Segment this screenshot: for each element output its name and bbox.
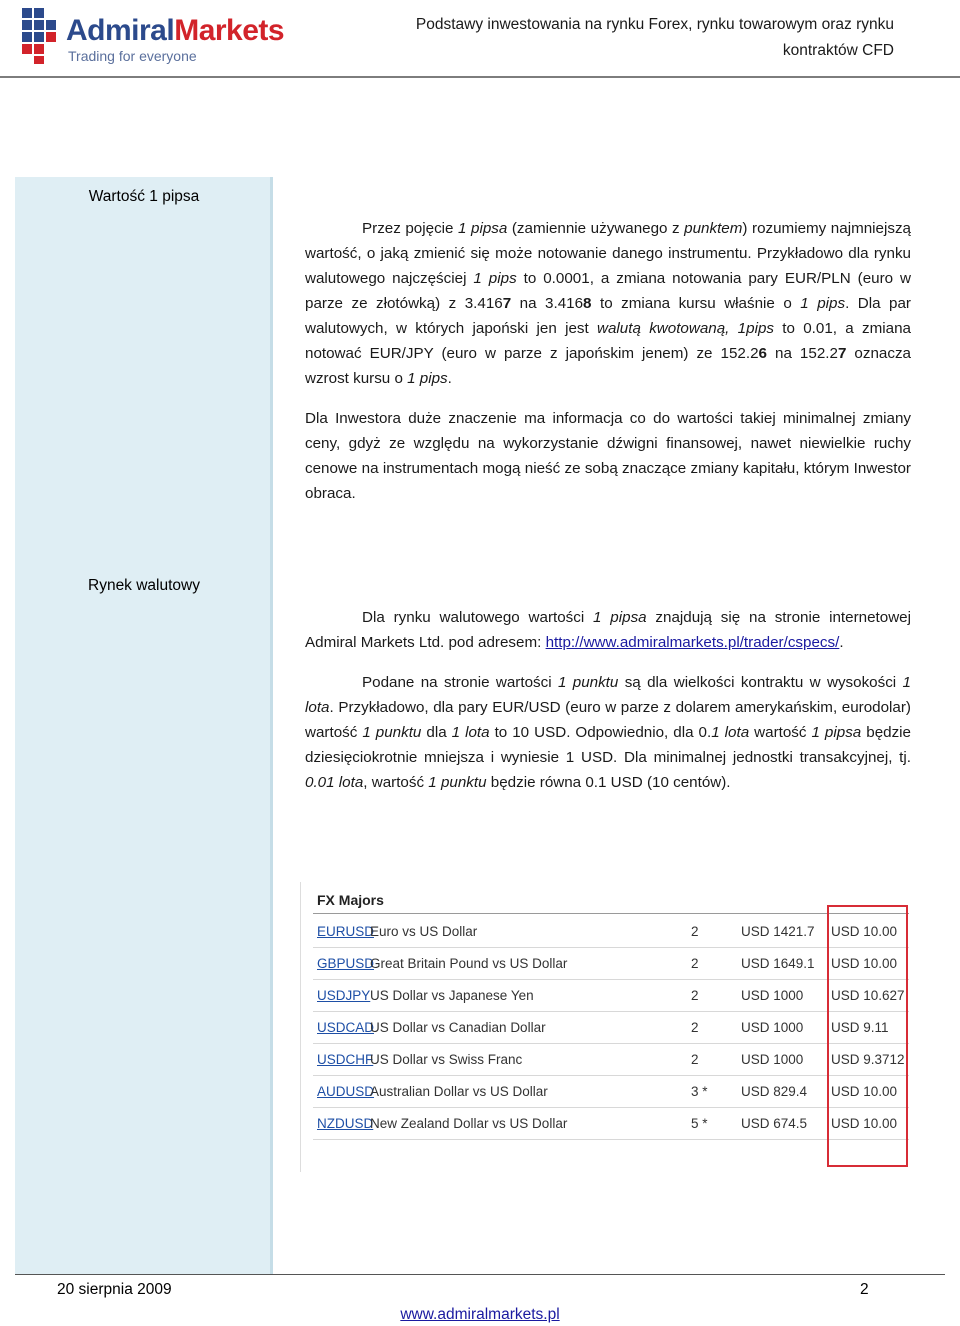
lot-value: USD 1000: [741, 1052, 804, 1067]
pip-value: USD 10.00: [831, 924, 898, 939]
lot-value: USD 1000: [741, 1020, 804, 1035]
symbol-link[interactable]: AUDUSD: [317, 1084, 375, 1099]
company-logo: [18, 6, 285, 72]
footer-date: 20 sierpnia 2009: [57, 1281, 172, 1298]
spread-pips: 3 *: [691, 1084, 708, 1099]
lot-value: USD 1421.7: [741, 924, 815, 939]
header-divider: [0, 76, 960, 78]
symbol-link[interactable]: GBPUSD: [317, 956, 375, 971]
pip-value: USD 10.00: [831, 1084, 898, 1099]
section-label-pip-value: Wartość 1 pipsa: [88, 188, 200, 205]
pip-value-highlight-box: [827, 905, 908, 1167]
instrument-description: Great Britain Pound vs US Dollar: [370, 956, 568, 971]
pip-value: USD 10.627: [831, 988, 905, 1003]
table-row: [313, 916, 909, 948]
table-row: [313, 1044, 909, 1076]
document-header-title: Podstawy inwestowania na rynku Forex, rynku towarowym oraz rynku kontraktów CFD: [415, 16, 894, 59]
symbol-link[interactable]: USDJPY: [317, 988, 371, 1003]
pip-value: USD 10.00: [831, 1116, 898, 1131]
lot-value: USD 1000: [741, 988, 804, 1003]
instrument-description: US Dollar vs Swiss Franc: [370, 1052, 523, 1067]
instrument-description: Australian Dollar vs US Dollar: [370, 1084, 548, 1099]
table-row: [313, 1012, 909, 1044]
paragraph-pip-definition: Przez pojęcie 1 pipsa (zamiennie używanego z punktem) rozumiemy najmniejszą wartość, o jaką zmienić się może notowanie danego instrumentu. Przykładowo dla rynku walutowego najczęściej 1 pips to 0.0001, a zmiana notowania pary EUR/PLN (euro w parze ze złotówką) z 3.4167 na 3.4168 to zmiana kursu właśnie o 1 pips. Dla par walutowych, w których japoński jen jest walutą kwotowaną, 1pips to 0.01, a zmiana notować EUR/JPY (euro w parze z japońskim jenem) ze 152.26 na 152.27 oznacza wzrost kursu o 1 pips.: [305, 220, 912, 387]
lot-value: USD 1649.1: [741, 956, 815, 971]
logo-wordmark: AdmiralMarkets: [66, 14, 285, 47]
table-row: [313, 948, 909, 980]
instrument-description: US Dollar vs Canadian Dollar: [370, 1020, 546, 1035]
spread-pips: 2: [691, 956, 699, 971]
instrument-description: Euro vs US Dollar: [370, 924, 478, 939]
instrument-description: US Dollar vs Japanese Yen: [370, 988, 534, 1003]
contract-specs-link[interactable]: http://www.admiralmarkets.pl/trader/cspecs/: [545, 634, 840, 651]
logo-tagline: Trading for everyone: [68, 48, 197, 64]
pip-value: USD 10.00: [831, 956, 898, 971]
spread-pips: 2: [691, 1020, 699, 1035]
logo-mark-icon: [18, 6, 62, 66]
spread-pips: 2: [691, 1052, 699, 1067]
footer-divider: [15, 1274, 945, 1275]
symbol-link[interactable]: USDCAD: [317, 1020, 375, 1035]
section-sidebar: [15, 177, 273, 1274]
spread-pips: 5 *: [691, 1116, 708, 1131]
section-label-forex-market: Rynek walutowy: [88, 577, 200, 594]
fx-table-divider: [313, 913, 909, 914]
pip-value: USD 9.11: [831, 1020, 889, 1035]
paragraph-lot-example: Podane na stronie wartości 1 punktu są dla wielkości kontraktu w wysokości 1 lota. Przykładowo, dla pary EUR/USD (euro w parze z dolarem amerykańskim, eurodolar) wartość 1 punktu dla 1 lota to 10 USD. Odpowiednio, dla 0.1 lota wartość 1 pipsa będzie dziesięciokrotnie mniejsza i wyniesie 1 USD. Dla minimalnej jednostki transakcyjnej, tj. 0.01 lota, wartość 1 punktu będzie równa 0.1 USD (10 centów).: [305, 674, 912, 791]
page-number: 2: [860, 1281, 869, 1298]
table-row: [313, 980, 909, 1012]
lot-value: USD 674.5: [741, 1116, 808, 1131]
spread-pips: 2: [691, 924, 699, 939]
table-row: [313, 1108, 909, 1140]
instrument-description: New Zealand Dollar vs US Dollar: [370, 1116, 568, 1131]
lot-value: USD 829.4: [741, 1084, 808, 1099]
footer-website-link[interactable]: www.admiralmarkets.pl: [400, 1306, 560, 1323]
paragraph-investor-importance: Dla Inwestora duże znaczenie ma informacja co do wartości takiej minimalnej zmiany ceny, gdyż ze względu na wykorzystanie dźwigni finansowej, nawet niewielkie ruchy cenowe na instrumentach mogą nieść ze sobą znaczące zmiany kapitału, którym Inwestor obraca.: [305, 410, 911, 502]
pip-value: USD 9.3712: [831, 1052, 905, 1067]
table-row: [313, 1076, 909, 1108]
fx-table-title: FX Majors: [317, 892, 384, 908]
fx-majors-table: [300, 882, 914, 1172]
symbol-link[interactable]: NZDUSD: [317, 1116, 374, 1131]
paragraph-pip-values-source: Dla rynku walutowego wartości 1 pipsa znajdują się na stronie internetowej Admiral Markets Ltd. pod adresem: http://www.admiralmarkets.pl/trader/cspecs/.: [305, 609, 911, 651]
spread-pips: 2: [691, 988, 699, 1003]
symbol-link[interactable]: USDCHF: [317, 1052, 374, 1067]
symbol-link[interactable]: EURUSD: [317, 924, 375, 939]
